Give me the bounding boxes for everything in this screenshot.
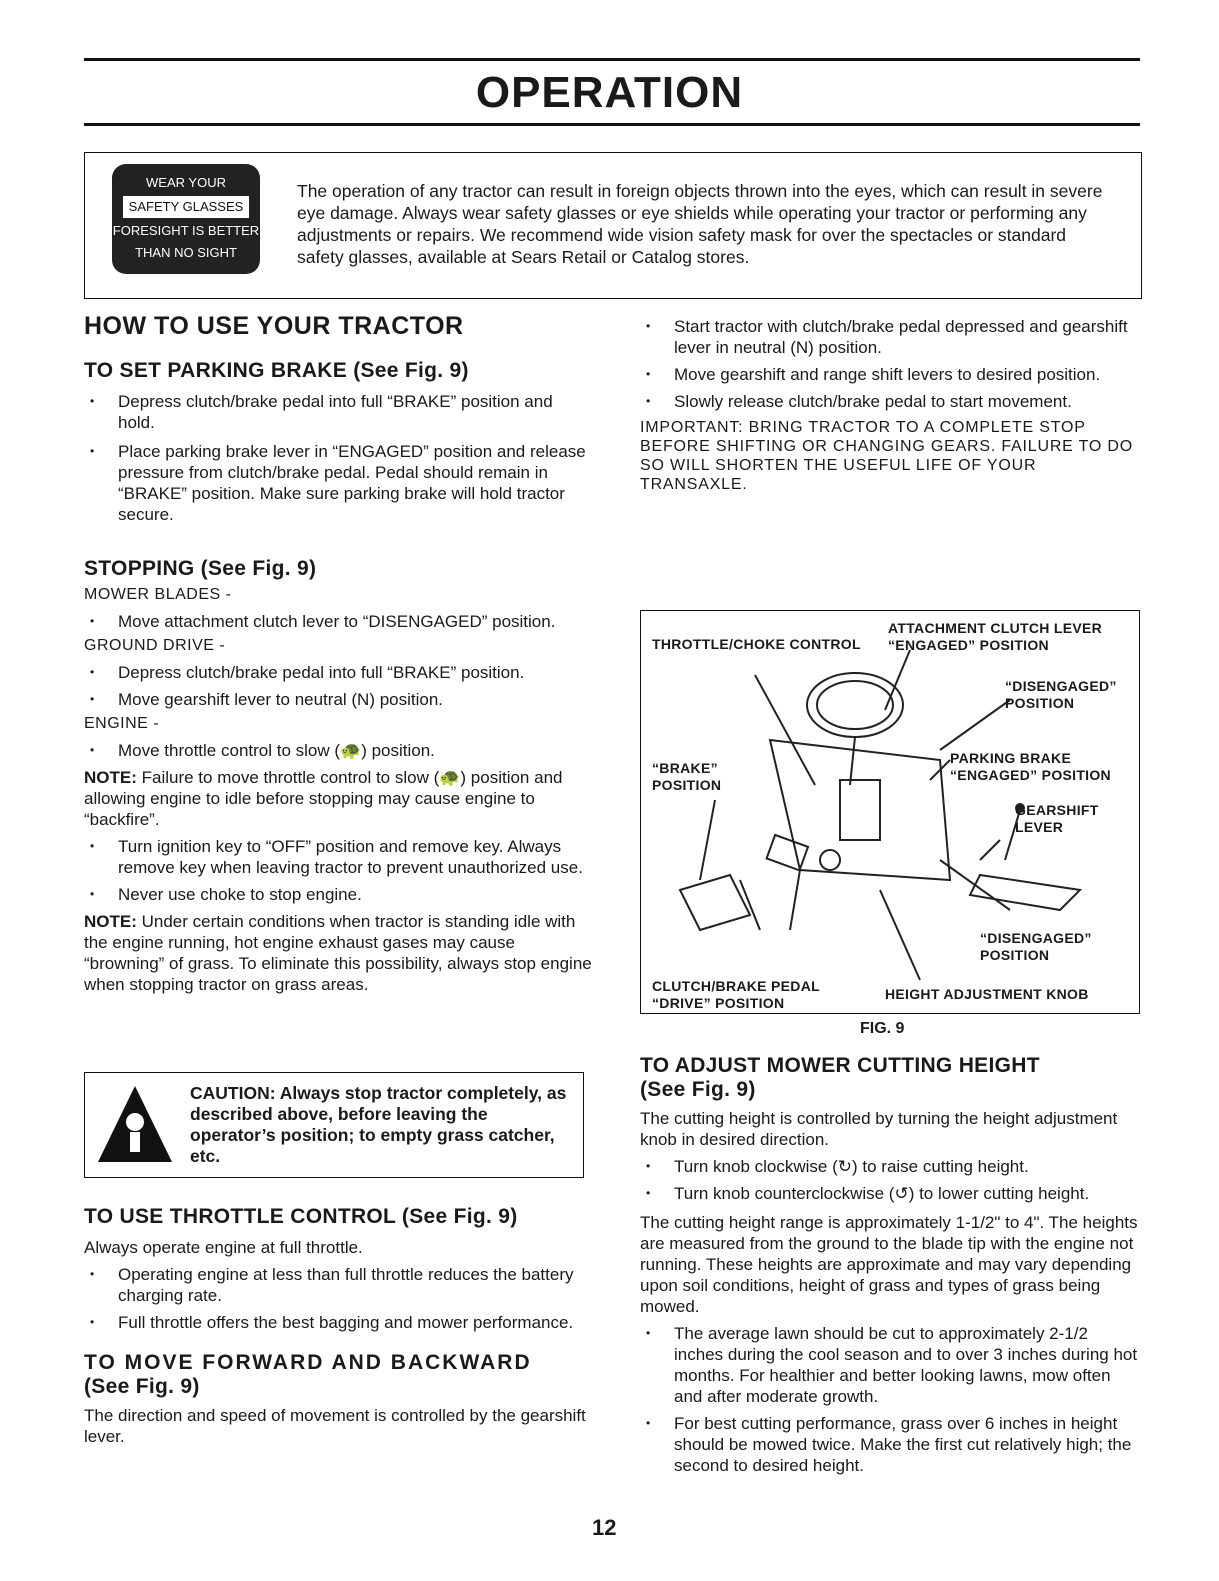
caution-text: CAUTION: Always stop tractor completely, as described above, before leaving the operator’s position; to empty grass catcher, etc. bbox=[190, 1083, 567, 1166]
fig-label-disengaged-2: “DISENGAGED” POSITION bbox=[980, 930, 1092, 963]
badge-line-1: WEAR YOUR bbox=[146, 175, 226, 190]
cutting-heading-ref: (See Fig. 9) bbox=[640, 1078, 756, 1101]
badge-line-4: THAN NO SIGHT bbox=[135, 245, 237, 260]
safety-warning-text: The operation of any tractor can result in foreign objects thrown into the eyes, which can result in severe eye damage. Always wear safety glasses or eye shields while operating your tractor or performing any adjustments or repairs. We recommend wide vision safety mask for over the spectacles or standard safety glasses, available at Sears Retail or Catalog stores. bbox=[297, 181, 1103, 267]
ground-bullet-2: • Move gearshift lever to neutral (N) position. bbox=[84, 689, 594, 710]
safety-glasses-badge bbox=[112, 164, 260, 274]
move-bullet-3: • Slowly release clutch/brake pedal to start movement. bbox=[640, 391, 1140, 412]
right-column bbox=[640, 316, 1140, 494]
fig-label-clutch-brake-pedal: CLUTCH/BRAKE PEDAL “DRIVE” POSITION bbox=[652, 978, 820, 1011]
fig-label-disengaged-1: “DISENGAGED” POSITION bbox=[1005, 678, 1117, 711]
note-2 bbox=[84, 911, 594, 995]
throttle-bullet-2: • Full throttle offers the best bagging and mower performance. bbox=[84, 1312, 594, 1333]
move-bullet-1: • Start tractor with clutch/brake pedal depressed and gearshift lever in neutral (N) position. bbox=[640, 316, 1140, 358]
fig-label-gearshift: GEARSHIFT LEVER bbox=[1015, 802, 1099, 835]
fig-label-brake-position: “BRAKE” POSITION bbox=[652, 760, 722, 793]
fig-label-attachment-clutch: ATTACHMENT CLUTCH LEVER “ENGAGED” POSITION bbox=[888, 620, 1103, 653]
engine-label: ENGINE - bbox=[84, 715, 160, 732]
note-1 bbox=[84, 767, 594, 830]
parking-brake-heading: TO SET PARKING BRAKE (See Fig. 9) bbox=[84, 359, 469, 382]
cutting-bullet-3: • The average lawn should be cut to approximately 2-1/2 inches during the cool season and to over 3 inches during hot months. For healthier and better looking lawns, mow often and after moderate growth. bbox=[640, 1323, 1140, 1407]
mower-blades-label: MOWER BLADES - bbox=[84, 586, 232, 603]
right-column-bottom bbox=[640, 1054, 1140, 1476]
engine-bullet: • Move throttle control to slow (🐢) position. bbox=[84, 740, 594, 761]
throttle-heading: TO USE THROTTLE CONTROL (See Fig. 9) bbox=[84, 1205, 518, 1228]
throttle-intro: Always operate engine at full throttle. bbox=[84, 1238, 363, 1257]
header-rule-top bbox=[84, 58, 1140, 61]
move-heading: TO MOVE FORWARD AND BACKWARD bbox=[84, 1351, 532, 1374]
stopping-heading: STOPPING (See Fig. 9) bbox=[84, 557, 317, 580]
cutting-bullet-2: • Turn knob counterclockwise (↺) to lower cutting height. bbox=[640, 1183, 1140, 1204]
left-column bbox=[84, 312, 594, 995]
header-rule-bottom bbox=[84, 123, 1140, 126]
page-number: 12 bbox=[592, 1515, 617, 1540]
move-bullet-2: • Move gearshift and range shift levers to desired position. bbox=[640, 364, 1140, 385]
engine-bullet-3: • Never use choke to stop engine. bbox=[84, 884, 594, 905]
parking-bullet-1: • Depress clutch/brake pedal into full “BRAKE” position and hold. bbox=[84, 391, 594, 433]
parking-bullet-2: • Place parking brake lever in “ENGAGED” position and release pressure from clutch/brake pedal. Pedal should remain in “BRAKE” position. Make sure parking brake will hold tractor secure. bbox=[84, 441, 594, 525]
move-heading-ref: (See Fig. 9) bbox=[84, 1375, 200, 1398]
note-1-text: Failure to move throttle control to slow (🐢) position and allowing engine to idle before stopping may cause engine to “backfire”. bbox=[84, 768, 563, 829]
fig-label-height-knob: HEIGHT ADJUSTMENT KNOB bbox=[885, 986, 1089, 1002]
cutting-bullet-1: • Turn knob clockwise (↻) to raise cutting height. bbox=[640, 1156, 1140, 1177]
fig-label-throttle-choke: THROTTLE/CHOKE CONTROL bbox=[652, 636, 861, 652]
figure-caption: FIG. 9 bbox=[860, 1020, 905, 1037]
badge-line-2: SAFETY GLASSES bbox=[123, 196, 250, 218]
main-heading: HOW TO USE YOUR TRACTOR bbox=[84, 312, 464, 340]
note-2-text: Under certain conditions when tractor is standing idle with the engine running, hot engine exhaust gases may cause “browning” of grass. To eliminate this possibility, always stop engine when stopping tractor on grass areas. bbox=[84, 912, 592, 994]
left-column-bottom bbox=[84, 1205, 594, 1447]
important-note: IMPORTANT: BRING TRACTOR TO A COMPLETE STOP BEFORE SHIFTING OR CHANGING GEARS. FAILURE TO DO SO WILL SHORTEN THE USEFUL LIFE OF YOUR TRANSAXLE. bbox=[640, 419, 1133, 493]
cutting-heading: TO ADJUST MOWER CUTTING HEIGHT bbox=[640, 1054, 1040, 1077]
engine-bullet-2: • Turn ignition key to “OFF” position and remove key. Always remove key when leaving tractor to prevent unauthorized use. bbox=[84, 836, 594, 878]
move-text: The direction and speed of movement is controlled by the gearshift lever. bbox=[84, 1406, 586, 1446]
caution-triangle-icon bbox=[96, 1082, 174, 1166]
ground-bullet-1: • Depress clutch/brake pedal into full “BRAKE” position. bbox=[84, 662, 594, 683]
ground-drive-label: GROUND DRIVE - bbox=[84, 637, 226, 654]
cutting-range-paragraph: The cutting height range is approximately 1-1/2" to 4". The heights are measured from the ground to the blade tip with the engine not running. These heights are approximate and may vary depending upon soil conditions, height of grass and types of grass being mowed. bbox=[640, 1213, 1138, 1316]
note-2-label: NOTE: bbox=[84, 912, 137, 931]
page-title: OPERATION bbox=[475, 68, 744, 117]
note-1-label: NOTE: bbox=[84, 768, 137, 787]
cutting-intro: The cutting height is controlled by turning the height adjustment knob in desired direction. bbox=[640, 1109, 1118, 1149]
fig-label-parking-brake: PARKING BRAKE “ENGAGED” POSITION bbox=[950, 750, 1111, 783]
throttle-bullet-1: • Operating engine at less than full throttle reduces the battery charging rate. bbox=[84, 1264, 594, 1306]
cutting-bullet-4: • For best cutting performance, grass over 6 inches in height should be mowed twice. Make the first cut relatively high; the second to desired height. bbox=[640, 1413, 1140, 1476]
badge-line-3: FORESIGHT IS BETTER bbox=[112, 223, 260, 238]
mower-bullet: • Move attachment clutch lever to “DISENGAGED” position. bbox=[84, 611, 594, 632]
